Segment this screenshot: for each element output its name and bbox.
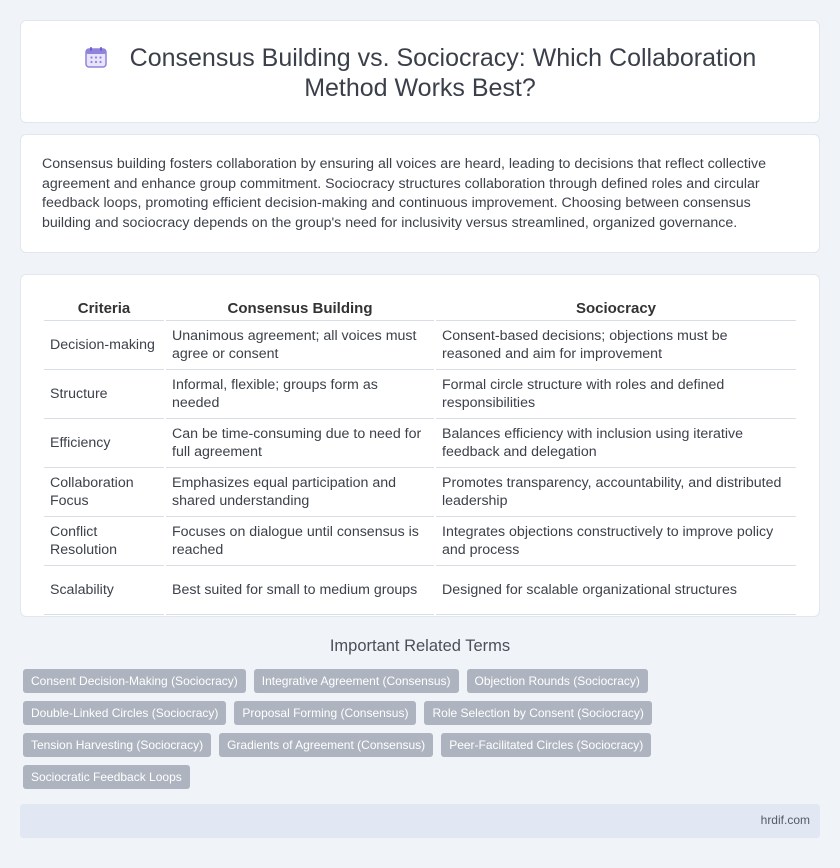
table-header-row (44, 295, 796, 321)
consensus-cell: Best suited for small to medium groups (166, 566, 434, 615)
sociocracy-cell: Designed for scalable organizational structures (436, 566, 796, 615)
related-term-tag[interactable]: Proposal Forming (Consensus) (234, 701, 416, 725)
related-term-tag[interactable]: Gradients of Agreement (Consensus) (219, 733, 433, 757)
related-term-tag[interactable]: Peer-Facilitated Circles (Sociocracy) (441, 733, 651, 757)
page-title: Consensus Building vs. Sociocracy: Which Collaboration Method Works Best? (129, 44, 757, 102)
related-term-tag[interactable]: Objection Rounds (Sociocracy) (467, 669, 648, 693)
sociocracy-cell: Consent-based decisions; objections must be reasoned and aim for improvement (436, 321, 796, 370)
intro-card (20, 134, 820, 253)
sociocracy-cell: Integrates objections constructively to improve policy and process (436, 517, 796, 566)
consensus-cell: Unanimous agreement; all voices must agree or consent (166, 321, 434, 370)
footer-bar (20, 804, 820, 838)
criteria-cell: Scalability (44, 566, 164, 615)
tag-row (23, 765, 663, 789)
criteria-cell: Structure (44, 370, 164, 419)
table-row (44, 566, 796, 615)
criteria-cell: Collaboration Focus (44, 468, 164, 517)
table-row (44, 517, 796, 566)
sociocracy-cell: Promotes transparency, accountability, and distributed leadership (436, 468, 796, 517)
tag-row (23, 733, 663, 757)
header-consensus: Consensus Building (166, 295, 434, 321)
related-term-tag[interactable]: Integrative Agreement (Consensus) (254, 669, 459, 693)
related-terms-title: Important Related Terms (329, 637, 511, 655)
tag-row (23, 701, 663, 725)
table-row (44, 370, 796, 419)
related-term-tag[interactable]: Consent Decision-Making (Sociocracy) (23, 669, 246, 693)
criteria-cell: Decision-making (44, 321, 164, 370)
consensus-cell: Focuses on dialogue until consensus is reached (166, 517, 434, 566)
related-term-tag[interactable]: Double-Linked Circles (Sociocracy) (23, 701, 226, 725)
comparison-table (42, 295, 798, 615)
title-card (20, 20, 820, 123)
footer-site-link[interactable]: hrdif.com (760, 813, 810, 827)
calendar-icon (84, 45, 108, 69)
table-row (44, 321, 796, 370)
comparison-card (20, 274, 820, 617)
related-term-tag[interactable]: Role Selection by Consent (Sociocracy) (424, 701, 651, 725)
related-terms-list (23, 669, 663, 797)
consensus-cell: Informal, flexible; groups form as needed (166, 370, 434, 419)
tag-row (23, 669, 663, 693)
intro-paragraph: Consensus building fosters collaboration by ensuring all voices are heard, leading to decisions that reflect collective agreement and enhance group commitment. Sociocracy structures collaboration through defined roles and circular feedback loops, promoting efficient decision-making and continuous improvement. Choosing between consensus building and sociocracy depends on the group's need for inclusivity versus streamlined, organized governance. (42, 156, 766, 231)
related-term-tag[interactable]: Sociocratic Feedback Loops (23, 765, 190, 789)
header-sociocracy: Sociocracy (436, 295, 796, 321)
consensus-cell: Emphasizes equal participation and shared understanding (166, 468, 434, 517)
table-row (44, 468, 796, 517)
sociocracy-cell: Balances efficiency with inclusion using iterative feedback and delegation (436, 419, 796, 468)
criteria-cell: Conflict Resolution (44, 517, 164, 566)
consensus-cell: Can be time-consuming due to need for full agreement (166, 419, 434, 468)
header-criteria: Criteria (44, 295, 164, 321)
table-row (44, 419, 796, 468)
related-term-tag[interactable]: Tension Harvesting (Sociocracy) (23, 733, 211, 757)
criteria-cell: Efficiency (44, 419, 164, 468)
sociocracy-cell: Formal circle structure with roles and defined responsibilities (436, 370, 796, 419)
page-title-block (61, 43, 779, 103)
